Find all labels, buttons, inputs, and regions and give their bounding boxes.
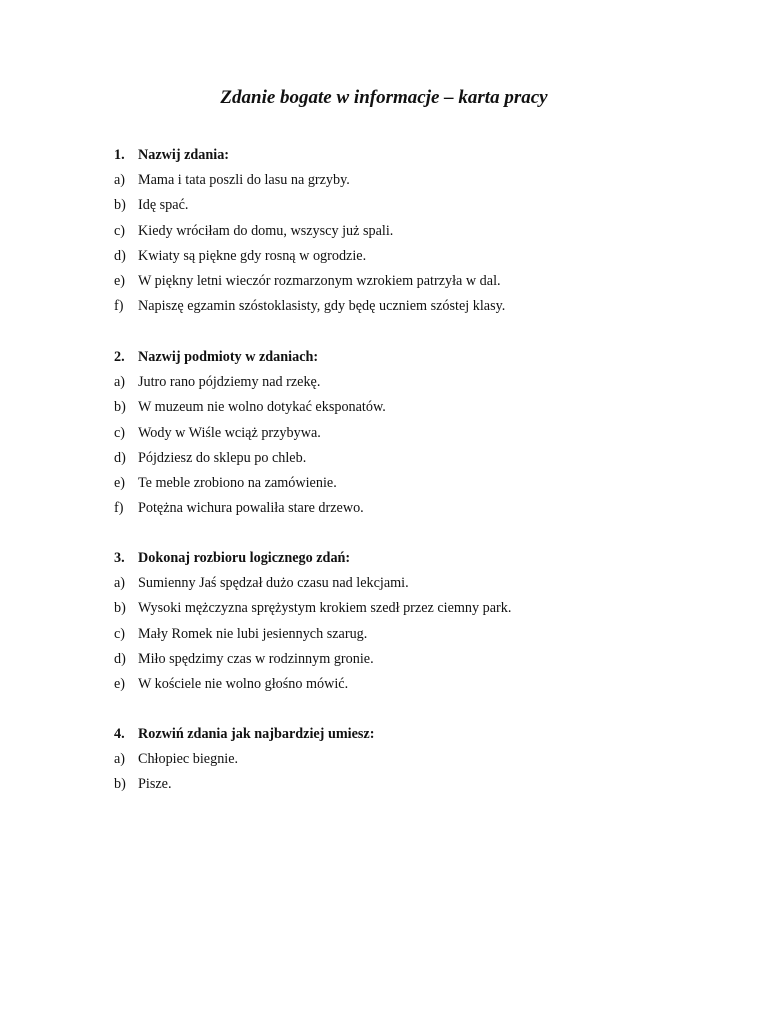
list-item xyxy=(114,622,734,647)
item-label: b) xyxy=(114,197,126,214)
list-item xyxy=(114,647,734,672)
item-label: b) xyxy=(114,776,126,793)
section-heading xyxy=(114,722,734,747)
list-item xyxy=(114,244,734,269)
section-heading xyxy=(114,546,734,571)
item-text: Chłopiec biegnie. xyxy=(138,751,239,768)
section-heading xyxy=(114,345,734,370)
section-number: 1. xyxy=(114,147,125,164)
item-label: b) xyxy=(114,399,126,416)
item-label: e) xyxy=(114,273,126,290)
item-text: Te meble zrobiono na zamówienie. xyxy=(138,475,337,492)
section-heading-text: Dokonaj rozbioru logicznego zdań: xyxy=(138,550,351,567)
item-text: Kwiaty są piękne gdy rosną w ogrodzie. xyxy=(138,247,367,264)
list-item xyxy=(114,446,734,471)
item-text: Wody w Wiśle wciąż przybywa. xyxy=(138,424,321,441)
section-heading-text: Nazwij podmioty w zdaniach: xyxy=(138,349,319,366)
section-1 xyxy=(114,143,734,319)
page-title: Zdanie bogate w informacje – karta pracy xyxy=(220,87,548,108)
list-item xyxy=(114,421,734,446)
list-item xyxy=(114,395,734,420)
item-text: Wysoki mężczyzna sprężystym krokiem szedł przez ciemny park. xyxy=(138,600,512,617)
item-label: a) xyxy=(114,374,126,391)
item-text: Sumienny Jaś spędzał dużo czasu nad lekcjami. xyxy=(138,575,409,592)
section-number: 3. xyxy=(114,550,125,567)
list-item xyxy=(114,471,734,496)
section-heading xyxy=(114,143,734,168)
list-item xyxy=(114,294,734,319)
item-text: W kościele nie wolno głośno mówić. xyxy=(138,676,349,693)
item-label: d) xyxy=(114,650,126,667)
item-text: Miło spędzimy czas w rodzinnym gronie. xyxy=(138,650,374,667)
list-item xyxy=(114,193,734,218)
list-item xyxy=(114,269,734,294)
item-text: W muzeum nie wolno dotykać eksponatów. xyxy=(138,399,386,416)
list-item xyxy=(114,496,734,521)
item-label: f) xyxy=(114,500,124,517)
list-item xyxy=(114,370,734,395)
section-2 xyxy=(114,345,734,521)
item-text: Pisze. xyxy=(138,776,172,793)
item-text: Idę spać. xyxy=(138,197,189,214)
item-label: c) xyxy=(114,222,126,239)
section-heading-text: Nazwij zdania: xyxy=(138,147,230,164)
item-label: c) xyxy=(114,424,126,441)
section-3 xyxy=(114,546,734,697)
section-heading-text: Rozwiń zdania jak najbardziej umiesz: xyxy=(138,726,375,743)
list-item xyxy=(114,672,734,697)
item-text: Mama i tata poszli do lasu na grzyby. xyxy=(138,172,350,189)
list-item xyxy=(114,747,734,772)
item-text: Mały Romek nie lubi jesiennych szarug. xyxy=(138,625,368,642)
section-4 xyxy=(114,722,734,798)
item-label: a) xyxy=(114,575,126,592)
item-label: b) xyxy=(114,600,126,617)
item-label: e) xyxy=(114,475,126,492)
list-item xyxy=(114,571,734,596)
item-label: a) xyxy=(114,751,126,768)
item-text: Kiedy wróciłam do domu, wszyscy już spali. xyxy=(138,222,394,239)
list-item xyxy=(114,219,734,244)
item-text: W piękny letni wieczór rozmarzonym wzrokiem patrzyła w dal. xyxy=(138,273,501,290)
list-item xyxy=(114,772,734,797)
section-number: 2. xyxy=(114,349,125,366)
item-text: Jutro rano pójdziemy nad rzekę. xyxy=(138,374,321,391)
list-item xyxy=(114,168,734,193)
item-label: a) xyxy=(114,172,126,189)
item-text: Pójdziesz do sklepu po chleb. xyxy=(138,449,307,466)
item-label: d) xyxy=(114,247,126,264)
item-label: c) xyxy=(114,625,126,642)
item-text: Potężna wichura powaliła stare drzewo. xyxy=(138,500,364,517)
item-label: e) xyxy=(114,676,126,693)
item-label: f) xyxy=(114,298,124,315)
item-label: d) xyxy=(114,449,126,466)
item-text: Napiszę egzamin szóstoklasisty, gdy będę uczniem szóstej klasy. xyxy=(138,298,506,315)
section-number: 4. xyxy=(114,726,125,743)
list-item xyxy=(114,596,734,621)
